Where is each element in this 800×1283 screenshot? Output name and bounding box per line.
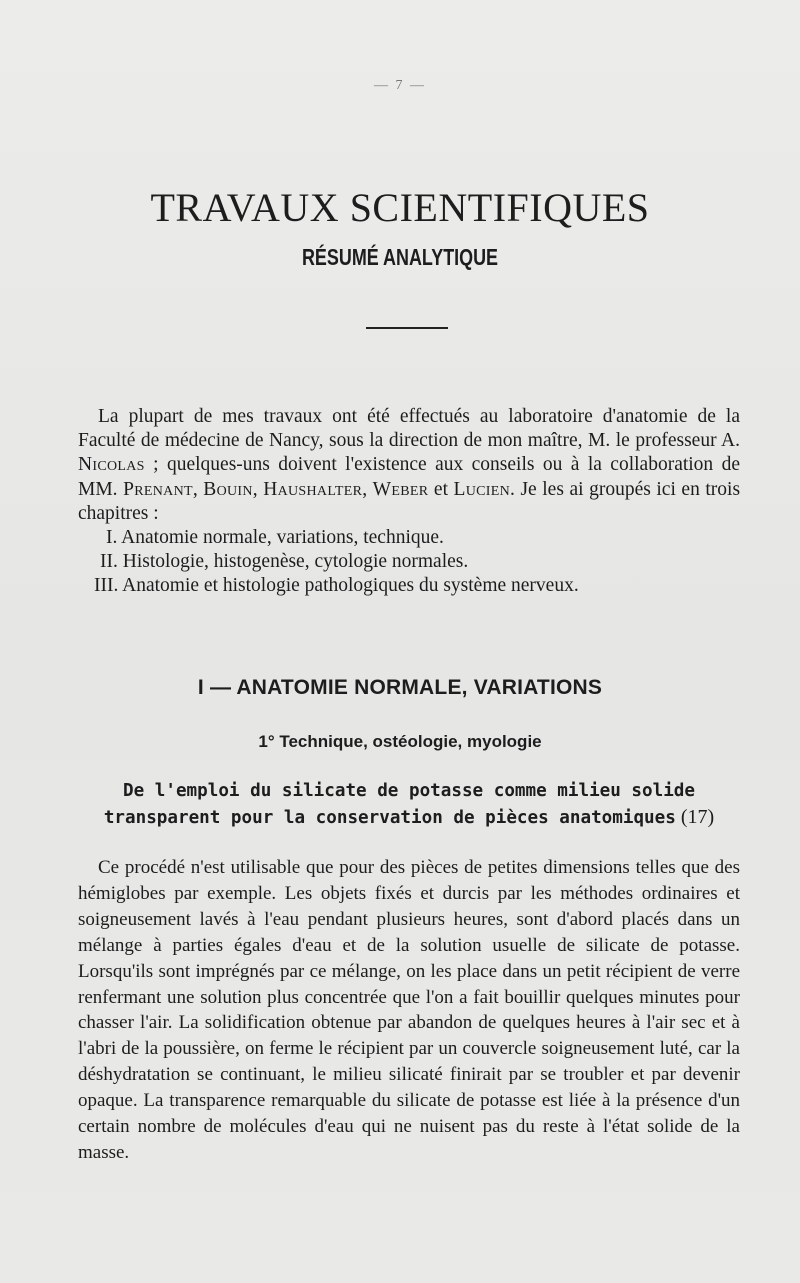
name-haushalter: Haushalter <box>263 478 363 500</box>
name-bouin: Bouin <box>203 478 253 500</box>
name-nicolas: Nicolas <box>78 454 145 476</box>
name-prenant: Prenant <box>123 478 193 500</box>
intro-sep-3: , <box>362 478 373 500</box>
chapter-item: III. Anatomie et histologie pathologiques du système nerveux. <box>94 575 579 597</box>
title-divider <box>366 327 448 329</box>
article-title <box>78 778 740 831</box>
body-paragraph: Ce procédé n'est utilisable que pour des pièces de petites dimensions telles que des hémiglobes par exemple. Les objets fixés et durcis par les méthodes ordinaires et soigneusement lavés à l'eau pendant plusieurs heures, sont d'abord placés dans un mélange à parties égales d'eau et de la solution usuelle de silicate de potasse. Lorsqu'ils sont imprégnés par ce mélange, on les place dans un petit récipient de verre renfermant une solution plus concentrée que l'on a fait bouillir quelques minutes pour chasser l'air. La solidification obtenue par abandon de quelques heures à l'air sec et à l'abri de la poussière, on ferme le récipient par un couvercle soigneusement luté, car la déshydratation se continuant, le milieu silicaté finirait par se troubler et par devenir opaque. La transparence remarquable du silicate de potasse est liée à la présence d'un certain nombre de molécules d'eau qui ne nuisent pas du reste à l'état solide de la masse. <box>78 857 740 1163</box>
chapter-item: II. Histologie, histogenèse, cytologie normales. <box>100 551 469 573</box>
intro-section <box>78 405 740 599</box>
intro-text-2: ; quelques-uns doivent l'existence aux conseils ou à la collaboration de MM. <box>78 454 740 500</box>
section-subheading: 1° Technique, ostéologie, myologie <box>258 732 542 751</box>
intro-text-3: . Je les ai groupés ici en trois chapitres : <box>78 478 741 524</box>
section-heading: I — ANATOMIE NORMALE, VARIATIONS <box>197 676 603 699</box>
name-lucien: Lucien <box>453 478 511 500</box>
intro-sep-4: et <box>428 478 454 500</box>
name-weber: Weber <box>372 478 429 500</box>
page-subtitle: RÉSUMÉ ANALYTIQUE <box>301 244 499 270</box>
article-body <box>78 855 740 1166</box>
intro-paragraph <box>78 405 740 526</box>
chapter-list <box>78 526 740 599</box>
intro-text-1: La plupart de mes travaux ont été effectués au laboratoire d'anatomie de la Faculté de médecine de Nancy, sous la direction de mon maître, M. le professeur A. <box>78 406 740 452</box>
chapter-item: I. Anatomie normale, variations, technique. <box>106 527 444 549</box>
intro-sep-2: , <box>252 478 264 500</box>
page-title: TRAVAUX SCIENTIFIQUES <box>150 185 650 230</box>
intro-sep-1: , <box>192 478 204 500</box>
page-number: — 7 — <box>374 78 426 93</box>
article-title-text: De l'emploi du silicate de potasse comme milieu solide transparent pour la conservation de pièces anatomiques <box>103 781 695 828</box>
article-reference: (17) <box>675 806 715 828</box>
